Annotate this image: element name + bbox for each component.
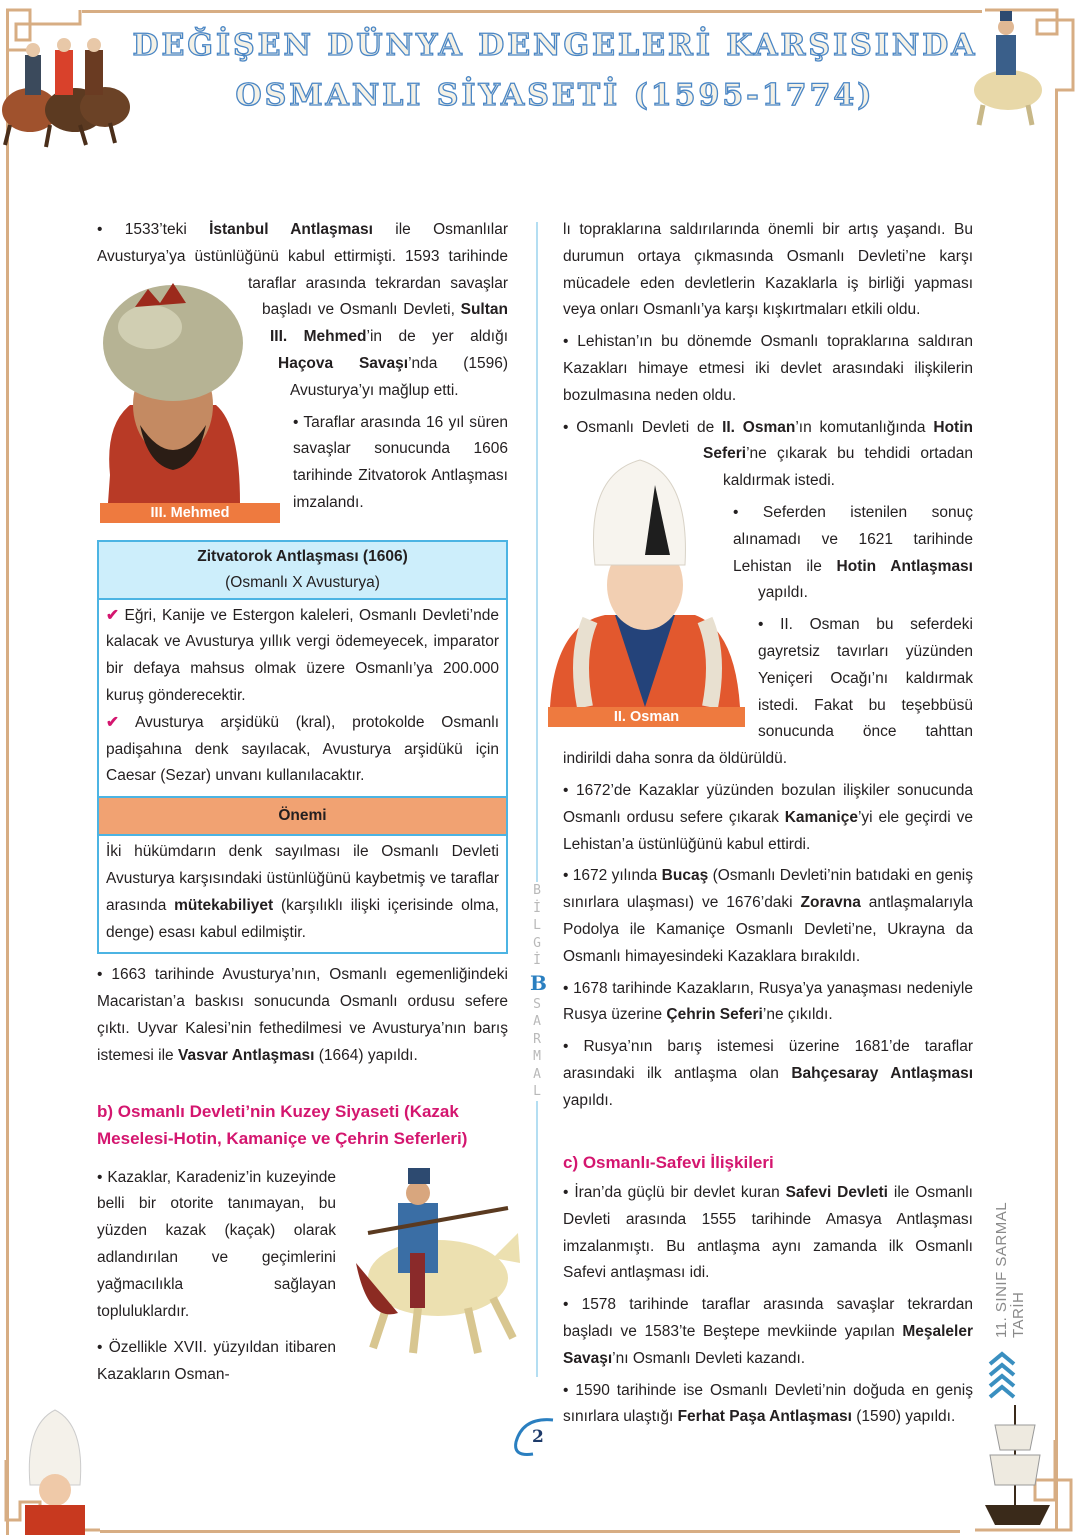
divider-brand-letters bbox=[530, 882, 547, 1101]
onemi-text bbox=[106, 843, 499, 940]
text-segment: ile Osmanlılar Avusturya’ya üstünlüğünü kabul ettirmişti. 1593 tarihinde taraflar arasında tekrardan savaşlar başladı ve Osmanlı Devleti, bbox=[97, 221, 509, 319]
page-title-line-2: OSMANLI SİYASETİ (1595-1774) bbox=[235, 78, 875, 113]
brand-logo-icon: B bbox=[530, 970, 547, 995]
text-segment: antlaşmalarıyla Podolya ile Kamaniçe Osmanlı Devleti’ne, Ukrayna da Osmanlı himayesindeki Kazaklara bırakıldı. bbox=[563, 894, 973, 965]
text-segment: ’ın komutanlığında bbox=[795, 418, 934, 436]
bold-term: Haçova Savaşı bbox=[278, 354, 409, 372]
paragraph-amasya bbox=[563, 1180, 973, 1287]
paragraph-text bbox=[563, 1382, 973, 1426]
paragraph-lehistan bbox=[563, 329, 973, 409]
text-segment: yapıldı. bbox=[758, 584, 808, 602]
text-segment: • 1590 tarihinde ise Osmanlı Devleti’nin doğuda en geniş sınırlara ulaştığı bbox=[563, 1381, 973, 1426]
section-heading-b: b) Osmanlı Devleti’nin Kuzey Siyaseti (Kazak Meselesi-Hotin, Kamaniçe ve Çehrin Seferleri) bbox=[97, 1101, 468, 1149]
divider-letter: G bbox=[533, 935, 541, 951]
text-segment: • Lehistan’ın bu dönemde Osmanlı topraklarına saldıran Kazakları himaye etmesi iki devlet arasındaki ilişkilerin bozulmasına neden oldu. bbox=[563, 333, 973, 404]
onemi-body bbox=[99, 836, 506, 952]
info-box-item bbox=[106, 710, 499, 790]
bold-term: Kamaniçe bbox=[784, 808, 858, 826]
text-segment: • 1672 yılında bbox=[563, 867, 662, 885]
divider-letter: A bbox=[533, 1014, 541, 1029]
text-segment: (karşılıklı ilişki içerisinde olma, denge) esası kabul edilmiştir. bbox=[106, 896, 499, 941]
divider-letter: A bbox=[533, 1066, 541, 1082]
page-frame-left bbox=[6, 10, 9, 1535]
paragraph-bucas bbox=[563, 863, 973, 970]
bold-term: Zoravna bbox=[800, 894, 861, 912]
bold-term: Çehrin Seferi bbox=[666, 1006, 763, 1024]
text-segment: • 1663 tarihinde Avusturya’nın, Osmanlı egemenliğindeki Macaristan’a baskısı sonucunda Osmanlı ordusu sefere çıktı. Uyvar Kalesi’nin fethedilmesi ve Avusturya’nın barış istemesi ile bbox=[97, 966, 508, 1064]
info-box-item-text: Eğri, Kanije ve Estergon kaleleri, Osmanlı Devleti’nde kalacak ve Avusturya yıllık vergi ödemeyecek, imparator bir defaya mahsus olmak üzere Osmanlı’ya 200.000 kuruş gönderecektir. bbox=[106, 606, 499, 704]
caption-iii-mehmed: III. Mehmed bbox=[100, 503, 280, 523]
sailing-ship-illustration bbox=[975, 1395, 1055, 1535]
info-box-items bbox=[99, 600, 506, 797]
bold-term: Vasvar Antlaşması bbox=[177, 1046, 315, 1064]
bold-term: Ferhat Paşa Antlaşması bbox=[677, 1408, 852, 1426]
section-heading-c: c) Osmanlı-Safevi İlişkileri bbox=[563, 1152, 774, 1172]
bold-term: Meşaleler Savaşı bbox=[563, 1322, 973, 1367]
page-frame-top bbox=[82, 10, 982, 13]
text-segment: ’nda (1596) Avusturya’yı mağlup etti. bbox=[290, 354, 508, 399]
paragraph-text bbox=[293, 414, 508, 511]
float-spacer bbox=[563, 514, 733, 600]
text-segment: • Özellikle XVII. yüzyıldan itibaren Kazakların Osman- bbox=[97, 1339, 336, 1384]
text-segment: ’yi ele geçirdi ve Lehistan’a üstünlüğünü kabul ettirdi. bbox=[563, 808, 973, 853]
float-spacer bbox=[97, 405, 293, 540]
paragraph-text bbox=[563, 333, 973, 404]
janissary-portrait-illustration bbox=[10, 1405, 100, 1535]
cossack-float bbox=[336, 1163, 508, 1363]
text-segment: • Rusya’nın barış istemesi üzerine 1681’de taraflar arasındaki ilk antlaşma olan bbox=[563, 1038, 973, 1082]
paragraph-kamanice bbox=[563, 778, 973, 858]
left-column bbox=[97, 217, 508, 1389]
chevron-up-icon bbox=[987, 1350, 1017, 1405]
page-frame-right bbox=[1055, 90, 1058, 1530]
bold-term: Bucaş bbox=[661, 867, 709, 885]
divider-letter: S bbox=[533, 996, 541, 1012]
paragraph-text bbox=[563, 782, 973, 853]
text-segment: • Seferden istenilen sonuç alınamadı ve 1621 tarihinde Lehistan ile bbox=[733, 503, 973, 575]
float-spacer bbox=[563, 600, 758, 745]
bold-term: İstanbul Antlaşması bbox=[209, 221, 373, 238]
paragraph-ferhat-pasa bbox=[563, 1378, 973, 1432]
divider-letter: M bbox=[533, 1049, 541, 1064]
page-number: 2 bbox=[532, 1427, 544, 1447]
float-spacer bbox=[97, 378, 290, 405]
float-spacer bbox=[97, 351, 278, 378]
bold-term: Hotin Seferi bbox=[703, 418, 973, 463]
cossack-rider-illustration bbox=[328, 1163, 523, 1358]
series-label: 11. SINIF SARMAL TARİH bbox=[993, 1202, 1027, 1338]
paragraph-text bbox=[97, 966, 508, 1063]
divider-letter: L bbox=[533, 918, 541, 933]
checkmark-icon: ✔ bbox=[106, 713, 119, 731]
page-title-line-1: DEĞİŞEN DÜNYA DENGELERİ KARŞISINDA bbox=[132, 28, 978, 63]
text-segment: • 1672’de Kazaklar yüzünden bozulan ilişkiler sonucunda Osmanlı ordusu sefere çıkarak bbox=[563, 781, 973, 826]
column-divider bbox=[536, 222, 538, 1377]
paragraph-text bbox=[563, 867, 973, 964]
right-column bbox=[563, 217, 973, 1431]
paragraph-text bbox=[563, 1296, 973, 1367]
bold-term: Sultan III. Mehmed bbox=[270, 301, 508, 346]
divider-letter: R bbox=[533, 1031, 541, 1047]
divider-letter: B bbox=[533, 883, 541, 898]
paragraph-mesaleler bbox=[563, 1292, 973, 1372]
info-box-item-text: Avusturya arşidükü (kral), protokolde Osmanlı padişahına denk sayılacak, Avusturya arşidükü için Caesar (Sezar) unvanı kullanılacaktır. bbox=[106, 713, 499, 785]
text-segment: yapıldı. bbox=[563, 1091, 613, 1109]
text-segment: • Kazaklar, Karadeniz’in kuzeyinde belli bir otorite tanımayan, bu yüzden kazak (kaçak) olarak adlandırılan ve geçimlerini yağmacılıkla sağlayan topluluklardır. bbox=[97, 1168, 336, 1320]
paragraph-kazak-saldirilari bbox=[563, 217, 973, 324]
text-segment: • Taraflar arasında 16 yıl süren savaşlar sonucunda 1606 tarihinde Zitvatorok Antlaşması imzalandı. bbox=[293, 413, 508, 511]
float-spacer bbox=[563, 455, 703, 482]
page-frame-bottom bbox=[100, 1530, 960, 1533]
bold-term: II. Osman bbox=[722, 418, 796, 436]
info-box-item bbox=[106, 603, 499, 710]
paragraph-vasvar bbox=[97, 962, 508, 1069]
float-spacer bbox=[563, 482, 723, 514]
text-segment: ’ne çıkarak bu tehdidi ortadan kaldırmak istedi. bbox=[723, 445, 973, 490]
info-box-header bbox=[99, 542, 506, 600]
float-spacer bbox=[97, 297, 262, 324]
float-spacer bbox=[97, 324, 270, 351]
info-box-title: Zitvatorok Antlaşması (1606) bbox=[197, 547, 408, 565]
text-segment: • Osmanlı Devleti de bbox=[563, 418, 723, 436]
info-box-subtitle: (Osmanlı X Avusturya) bbox=[225, 573, 380, 591]
text-segment: • II. Osman bu seferdeki gayretsiz tavırları yüzünden Yeniçeri Ocağı’nı kaldırmak istedi. Fakat bu teşebbüsü sonucunda önce tahttan indirildi daha sonra da öldürüldü. bbox=[563, 616, 973, 768]
zitvatorok-info-box bbox=[97, 540, 508, 955]
bold-term: Bahçesaray Antlaşması bbox=[791, 1064, 974, 1082]
checkmark-icon: ✔ bbox=[106, 606, 119, 624]
text-segment: ’nı Osmanlı Devleti kazandı. bbox=[612, 1349, 806, 1367]
text-segment: • İran’da güçlü bir devlet kuran bbox=[563, 1184, 786, 1201]
text-segment: • 1678 tarihinde Kazakların, Rusya’ya yanaşması nedeniyle Rusya üzerine bbox=[563, 979, 973, 1024]
text-segment: ’ne çıkıldı. bbox=[762, 1006, 833, 1024]
paragraph-text bbox=[97, 1169, 336, 1320]
text-segment: • 1578 tarihinde taraflar arasında savaşlar tekrardan başladı ve 1583’te Beştepe mevkiinde yapılan bbox=[563, 1296, 973, 1340]
paragraph-text bbox=[97, 1339, 336, 1383]
text-segment: (1664) yapıldı. bbox=[314, 1046, 418, 1064]
text-segment: İki hükümdarın denk sayılması ile Osmanlı Devleti Avusturya karşısındaki üstünlüğünü kaybetmiş ve taraflar arasında bbox=[106, 843, 499, 914]
divider-letter: L bbox=[533, 1084, 541, 1099]
ottoman-cavalry-illustration bbox=[0, 15, 135, 150]
paragraph-text bbox=[563, 221, 973, 318]
text-segment: (Osmanlı Devleti’nin batıdaki en geniş sınırlara ulaşması) ve 1676’daki bbox=[563, 867, 973, 912]
divider-letter: İ bbox=[533, 900, 541, 916]
paragraph-text bbox=[733, 504, 973, 601]
text-segment: ’in de yer aldığı bbox=[366, 328, 508, 346]
text-segment: lı topraklarına saldırılarında önemli bir artış yaşandı. Bu durumun ortaya çıkmasında Osmanlı Devleti’ne karşı mücadele eden devletlerin Kazaklarla iş birliği yapması veya onları Osmanlı’ya karşı kışkırtmaları etkili oldu. bbox=[563, 221, 973, 319]
paragraph-bahcesaray bbox=[563, 1034, 973, 1114]
bold-term: Hotin Antlaşması bbox=[836, 557, 973, 575]
bold-term: mütekabiliyet bbox=[174, 896, 274, 914]
text-segment: (1590) yapıldı. bbox=[851, 1408, 956, 1426]
paragraph-cehrin bbox=[563, 976, 973, 1030]
text-segment: • 1533’teki bbox=[97, 221, 210, 238]
onemi-header: Önemi bbox=[99, 796, 506, 836]
caption-ii-osman: II. Osman bbox=[548, 707, 745, 727]
paragraph-text bbox=[563, 1038, 973, 1109]
cossack-rider-illustration-corner bbox=[968, 5, 1048, 130]
float-spacer bbox=[97, 271, 248, 298]
divider-letter: İ bbox=[533, 953, 541, 968]
paragraph-text bbox=[563, 1184, 973, 1281]
text-segment: ile Osmanlı Devleti arasında 1555 tarihinde Amasya Antlaşması imzalanmıştı. Bu antlaşma aynı zamanda ilk Osmanlı Safevi antlaşması idi. bbox=[563, 1184, 973, 1282]
bold-term: Safevi Devleti bbox=[785, 1184, 888, 1201]
paragraph-text bbox=[563, 980, 973, 1024]
